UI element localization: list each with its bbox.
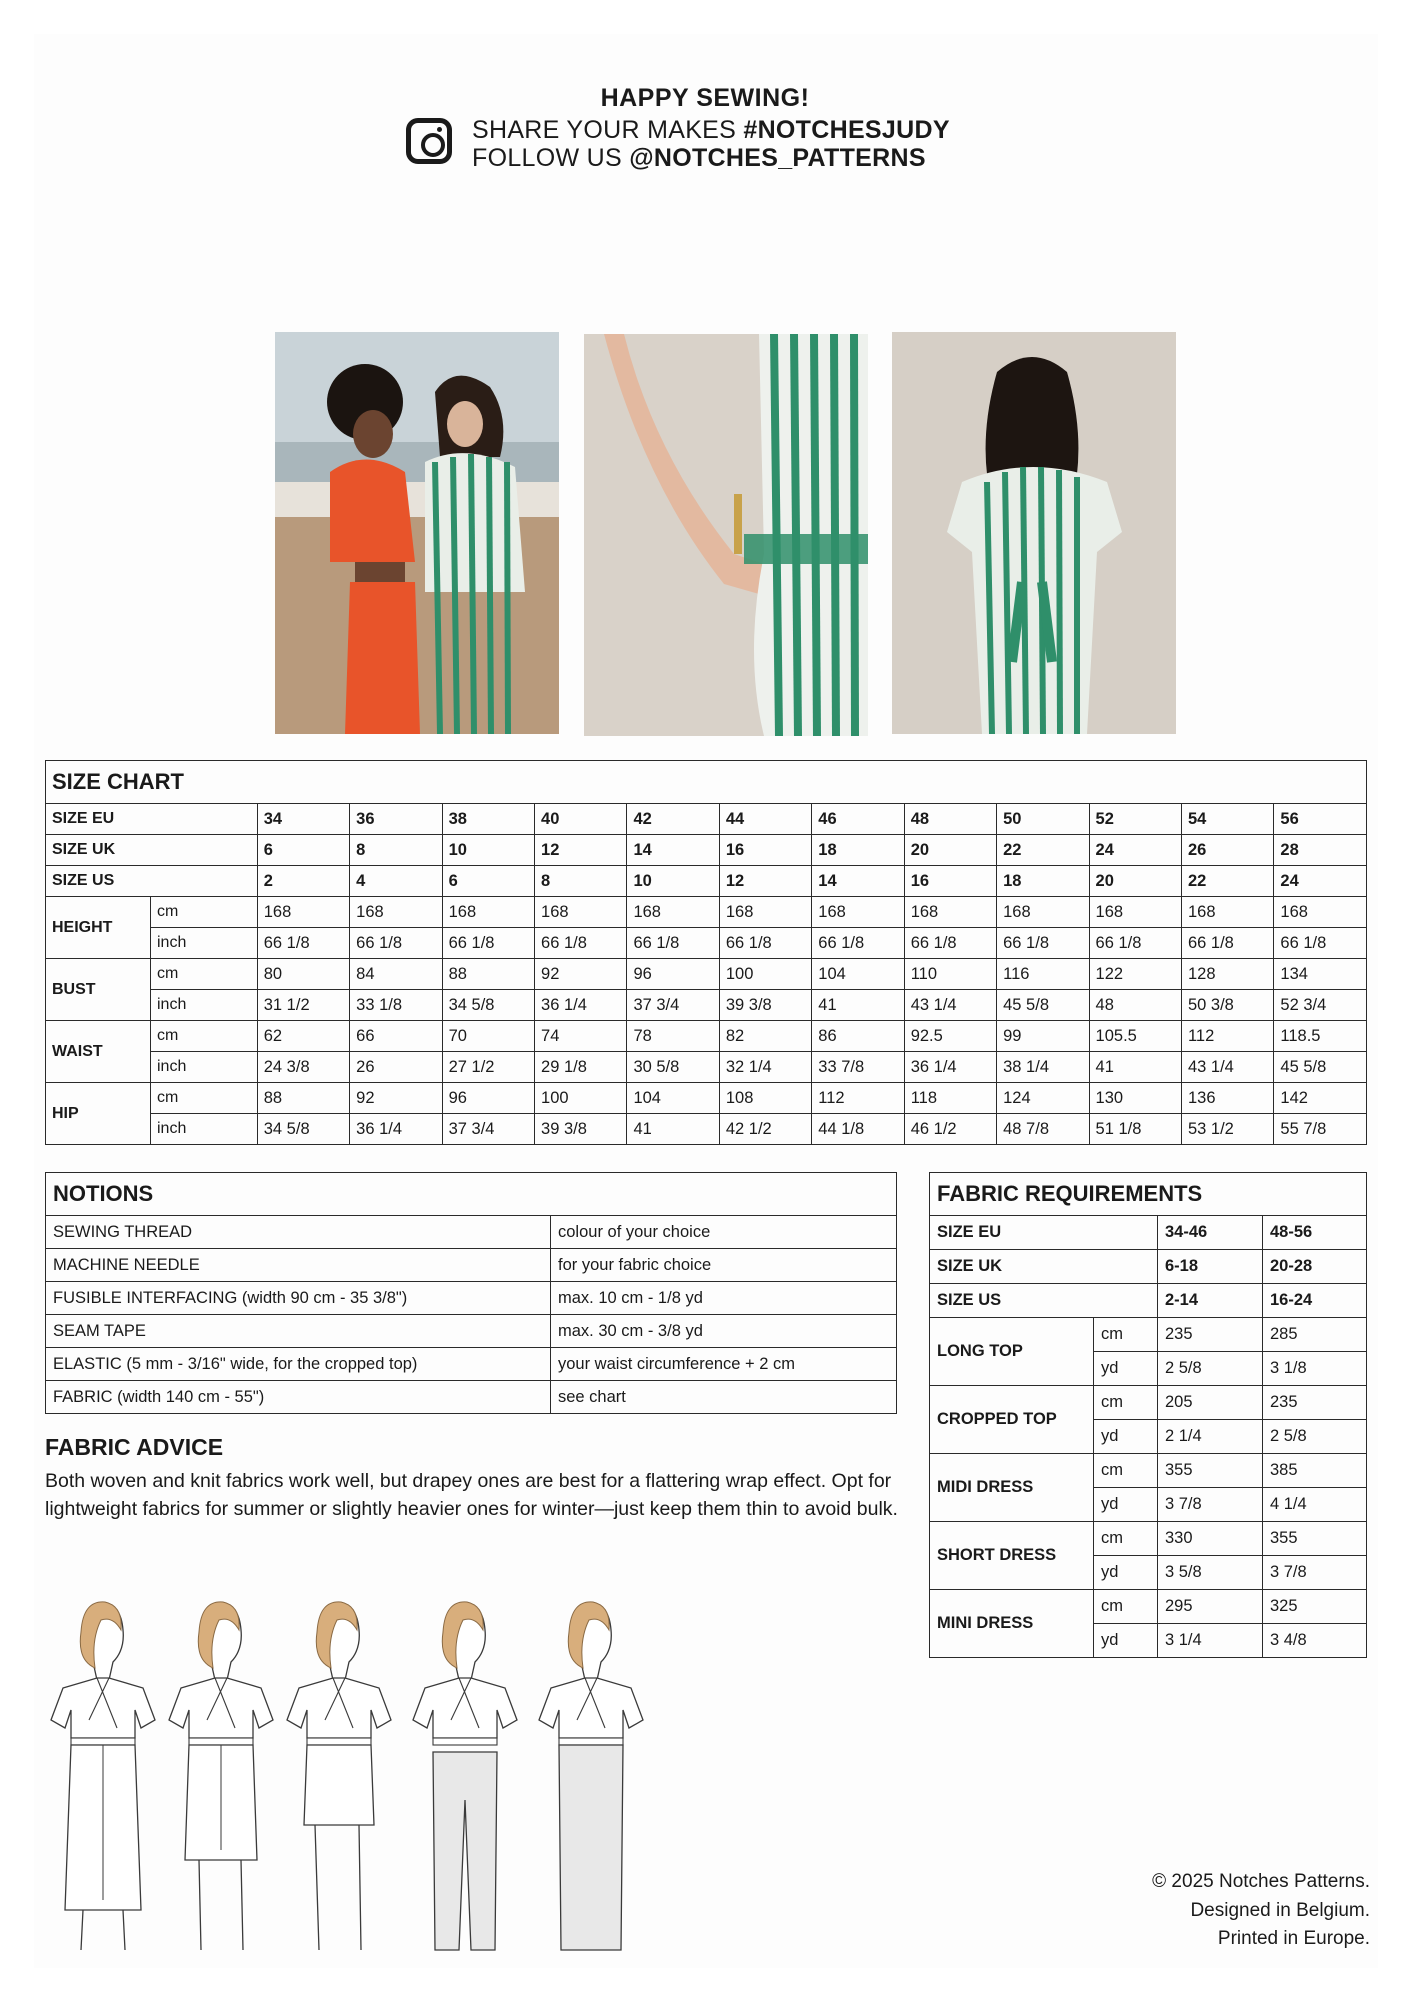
measure-inch-cell: 66 1/8	[350, 928, 442, 959]
garment-cm-b: 325	[1263, 1590, 1367, 1624]
fabric-size-range-b: 16-24	[1263, 1284, 1367, 1318]
measure-cm-cell: 168	[1089, 897, 1181, 928]
size-value-cell: 54	[1181, 804, 1273, 835]
measure-cm-cell: 112	[1181, 1021, 1273, 1052]
measure-inch-cell: 66 1/8	[812, 928, 904, 959]
measure-cm-cell: 168	[1274, 897, 1367, 928]
measure-cm-cell: 82	[719, 1021, 811, 1052]
measure-cm-cell: 92	[350, 1083, 442, 1114]
garment-row-cm	[930, 1522, 1367, 1556]
size-value-cell: 42	[627, 804, 719, 835]
size-value-cell: 22	[1181, 866, 1273, 897]
unit-cm: cm	[151, 959, 258, 990]
unit-cm: cm	[151, 897, 258, 928]
printed-in: Printed in Europe.	[1217, 1928, 1370, 1949]
size-value-cell: 48	[904, 804, 996, 835]
measure-cm-cell: 122	[1089, 959, 1181, 990]
measure-cm-cell: 70	[442, 1021, 534, 1052]
notion-value: max. 30 cm - 3/8 yd	[551, 1315, 897, 1348]
garment-yd-b: 4 1/4	[1263, 1488, 1367, 1522]
follow-line	[472, 144, 926, 173]
unit-yd: yd	[1094, 1352, 1158, 1386]
measure-inch-cell: 48 7/8	[997, 1114, 1089, 1145]
measure-inch-cell: 38 1/4	[997, 1052, 1089, 1083]
garment-cm-a: 355	[1158, 1454, 1263, 1488]
unit-cm: cm	[1094, 1522, 1158, 1556]
measure-inch-cell: 37 3/4	[442, 1114, 534, 1145]
photo-beach-models	[275, 332, 559, 734]
measure-inch-cell: 45 5/8	[997, 990, 1089, 1021]
measure-row-inch	[46, 1114, 1367, 1145]
measure-inch-cell: 66 1/8	[1089, 928, 1181, 959]
size-value-cell: 14	[627, 835, 719, 866]
measure-cm-cell: 92.5	[904, 1021, 996, 1052]
notion-item: SEAM TAPE	[46, 1315, 551, 1348]
notion-row	[46, 1249, 897, 1282]
measure-inch-cell: 66 1/8	[719, 928, 811, 959]
measure-inch-cell: 66 1/8	[904, 928, 996, 959]
fabric-advice-title: FABRIC ADVICE	[45, 1434, 224, 1460]
fabric-size-range-a: 34-46	[1158, 1216, 1263, 1250]
measure-inch-cell: 50 3/8	[1181, 990, 1273, 1021]
unit-cm: cm	[1094, 1590, 1158, 1624]
size-value-cell: 46	[812, 804, 904, 835]
measure-inch-cell: 33 1/8	[350, 990, 442, 1021]
notion-value: colour of your choice	[551, 1216, 897, 1249]
measure-inch-cell: 34 5/8	[442, 990, 534, 1021]
size-value-cell: 44	[719, 804, 811, 835]
measure-row-cm	[46, 1083, 1367, 1114]
measure-cm-cell: 118.5	[1274, 1021, 1367, 1052]
garment-cm-b: 235	[1263, 1386, 1367, 1420]
notion-value: max. 10 cm - 1/8 yd	[551, 1282, 897, 1315]
size-value-cell: 34	[257, 804, 349, 835]
measure-cm-cell: 100	[535, 1083, 627, 1114]
notion-item: SEWING THREAD	[46, 1216, 551, 1249]
measure-inch-cell: 30 5/8	[627, 1052, 719, 1083]
measure-cm-cell: 128	[1181, 959, 1273, 990]
fabric-size-label: SIZE UK	[930, 1250, 1158, 1284]
measure-label: HIP	[46, 1083, 151, 1145]
garment-yd-a: 3 7/8	[1158, 1488, 1263, 1522]
size-value-cell: 12	[535, 835, 627, 866]
measure-cm-cell: 108	[719, 1083, 811, 1114]
measure-cm-cell: 78	[627, 1021, 719, 1052]
size-value-cell: 56	[1274, 804, 1367, 835]
size-value-cell: 2	[257, 866, 349, 897]
unit-inch: inch	[151, 1114, 258, 1145]
size-value-cell: 50	[997, 804, 1089, 835]
fabric-size-range-b: 20-28	[1263, 1250, 1367, 1284]
measure-inch-cell: 29 1/8	[535, 1052, 627, 1083]
measure-inch-cell: 42 1/2	[719, 1114, 811, 1145]
garment-yd-b: 3 4/8	[1263, 1624, 1367, 1658]
figure-short-dress	[169, 1602, 273, 1950]
unit-cm: cm	[1094, 1318, 1158, 1352]
measure-cm-cell: 99	[997, 1021, 1089, 1052]
size-value-cell: 36	[350, 804, 442, 835]
notion-value: for your fabric choice	[551, 1249, 897, 1282]
measure-cm-cell: 168	[350, 897, 442, 928]
measure-cm-cell: 134	[1274, 959, 1367, 990]
unit-inch: inch	[151, 928, 258, 959]
size-value-cell: 10	[442, 835, 534, 866]
garment-row-cm	[930, 1454, 1367, 1488]
fabric-size-range-a: 2-14	[1158, 1284, 1263, 1318]
measure-cm-cell: 92	[535, 959, 627, 990]
size-value-cell: 38	[442, 804, 534, 835]
size-row-label: SIZE UK	[46, 835, 258, 866]
measure-label: HEIGHT	[46, 897, 151, 959]
measure-inch-cell: 45 5/8	[1274, 1052, 1367, 1083]
garment-yd-b: 3 1/8	[1263, 1352, 1367, 1386]
garment-row-cm	[930, 1386, 1367, 1420]
notion-item: FUSIBLE INTERFACING (width 90 cm - 35 3/8")	[46, 1282, 551, 1315]
share-prefix: SHARE YOUR MAKES	[472, 116, 744, 144]
measure-label: WAIST	[46, 1021, 151, 1083]
fabric-size-row	[930, 1284, 1367, 1318]
measure-inch-cell: 41	[1089, 1052, 1181, 1083]
figure-midi-dress	[51, 1602, 155, 1950]
instagram-icon	[406, 118, 452, 164]
measure-cm-cell: 88	[257, 1083, 349, 1114]
unit-inch: inch	[151, 990, 258, 1021]
measure-cm-cell: 168	[257, 897, 349, 928]
measure-inch-cell: 41	[627, 1114, 719, 1145]
measure-inch-cell: 26	[350, 1052, 442, 1083]
measure-cm-cell: 168	[627, 897, 719, 928]
measure-row-cm	[46, 959, 1367, 990]
notion-item: MACHINE NEEDLE	[46, 1249, 551, 1282]
size-value-cell: 8	[350, 835, 442, 866]
measure-cm-cell: 168	[719, 897, 811, 928]
fabric-requirements-title: FABRIC REQUIREMENTS	[930, 1173, 1367, 1216]
measure-cm-cell: 124	[997, 1083, 1089, 1114]
notion-row	[46, 1348, 897, 1381]
garment-label: MINI DRESS	[930, 1590, 1094, 1658]
figure-long-top-skirt	[539, 1602, 643, 1950]
garment-cm-b: 355	[1263, 1522, 1367, 1556]
unit-cm: cm	[1094, 1386, 1158, 1420]
share-line	[472, 116, 950, 145]
measure-inch-cell: 31 1/2	[257, 990, 349, 1021]
designed-in: Designed in Belgium.	[1190, 1899, 1370, 1921]
size-value-cell: 52	[1089, 804, 1181, 835]
measure-cm-cell: 80	[257, 959, 349, 990]
size-chart-title: SIZE CHART	[46, 761, 1367, 804]
size-value-cell: 18	[997, 866, 1089, 897]
size-value-cell: 26	[1181, 835, 1273, 866]
size-value-cell: 40	[535, 804, 627, 835]
notions-title: NOTIONS	[46, 1173, 897, 1216]
fabric-size-row	[930, 1216, 1367, 1250]
size-value-cell: 6	[257, 835, 349, 866]
measure-inch-cell: 43 1/4	[904, 990, 996, 1021]
measure-row-cm	[46, 1021, 1367, 1052]
size-value-cell: 8	[535, 866, 627, 897]
measure-inch-cell: 66 1/8	[535, 928, 627, 959]
measure-cm-cell: 96	[442, 1083, 534, 1114]
garment-row-cm	[930, 1590, 1367, 1624]
measure-cm-cell: 66	[350, 1021, 442, 1052]
measure-cm-cell: 168	[1181, 897, 1273, 928]
size-value-cell: 14	[812, 866, 904, 897]
measure-inch-cell: 66 1/8	[257, 928, 349, 959]
measure-inch-cell: 27 1/2	[442, 1052, 534, 1083]
garment-figures	[45, 1600, 665, 1960]
measure-inch-cell: 66 1/8	[442, 928, 534, 959]
measure-row-inch	[46, 1052, 1367, 1083]
instagram-handle: @NOTCHES_PATTERNS	[629, 144, 926, 172]
measure-row-inch	[46, 928, 1367, 959]
garment-label: MIDI DRESS	[930, 1454, 1094, 1522]
measure-cm-cell: 105.5	[1089, 1021, 1181, 1052]
unit-yd: yd	[1094, 1624, 1158, 1658]
copyright: © 2025 Notches Patterns.	[1152, 1871, 1370, 1892]
notions-table	[45, 1172, 897, 1414]
garment-cm-b: 285	[1263, 1318, 1367, 1352]
size-value-cell: 4	[350, 866, 442, 897]
garment-yd-b: 2 5/8	[1263, 1420, 1367, 1454]
measure-cm-cell: 62	[257, 1021, 349, 1052]
garment-yd-a: 3 5/8	[1158, 1556, 1263, 1590]
measure-inch-cell: 66 1/8	[997, 928, 1089, 959]
notion-row	[46, 1282, 897, 1315]
measure-cm-cell: 168	[535, 897, 627, 928]
fabric-advice-text: Both woven and knit fabrics work well, but drapey ones are best for a flattering wrap effect. Opt for lightweight fabrics for summer or slightly heavier ones for winter—just keep them thin to avoid bulk.	[45, 1470, 898, 1520]
measure-inch-cell: 55 7/8	[1274, 1114, 1367, 1145]
measure-inch-cell: 44 1/8	[812, 1114, 904, 1145]
figure-mini-dress	[287, 1602, 391, 1950]
measure-cm-cell: 168	[442, 897, 534, 928]
photo-pocket-detail	[584, 334, 868, 736]
measure-cm-cell: 116	[997, 959, 1089, 990]
header	[0, 84, 1410, 113]
measure-cm-cell: 104	[627, 1083, 719, 1114]
measure-cm-cell: 86	[812, 1021, 904, 1052]
figure-cropped-top-trousers	[413, 1602, 517, 1950]
measure-inch-cell: 39 3/8	[719, 990, 811, 1021]
measure-cm-cell: 84	[350, 959, 442, 990]
measure-cm-cell: 130	[1089, 1083, 1181, 1114]
measure-inch-cell: 36 1/4	[350, 1114, 442, 1145]
measure-cm-cell: 96	[627, 959, 719, 990]
unit-cm: cm	[151, 1083, 258, 1114]
measure-cm-cell: 100	[719, 959, 811, 990]
measure-cm-cell: 104	[812, 959, 904, 990]
size-value-cell: 16	[719, 835, 811, 866]
garment-label: CROPPED TOP	[930, 1386, 1094, 1454]
measure-inch-cell: 33 7/8	[812, 1052, 904, 1083]
size-row-label: SIZE US	[46, 866, 258, 897]
fabric-size-range-a: 6-18	[1158, 1250, 1263, 1284]
measure-inch-cell: 52 3/4	[1274, 990, 1367, 1021]
measure-inch-cell: 39 3/8	[535, 1114, 627, 1145]
fabric-advice	[45, 1434, 905, 1523]
fabric-size-range-b: 48-56	[1263, 1216, 1367, 1250]
measure-inch-cell: 51 1/8	[1089, 1114, 1181, 1145]
size-value-cell: 10	[627, 866, 719, 897]
measure-cm-cell: 88	[442, 959, 534, 990]
measure-inch-cell: 66 1/8	[1274, 928, 1367, 959]
garment-row-cm	[930, 1318, 1367, 1352]
size-value-cell: 16	[904, 866, 996, 897]
size-row	[46, 804, 1367, 835]
measure-row-cm	[46, 897, 1367, 928]
garment-yd-a: 2 5/8	[1158, 1352, 1263, 1386]
measure-cm-cell: 142	[1274, 1083, 1367, 1114]
measure-inch-cell: 53 1/2	[1181, 1114, 1273, 1145]
size-value-cell: 28	[1274, 835, 1367, 866]
measure-inch-cell: 24 3/8	[257, 1052, 349, 1083]
photo-back-view	[892, 332, 1176, 734]
footer	[1152, 1868, 1370, 1954]
garment-yd-a: 2 1/4	[1158, 1420, 1263, 1454]
measure-cm-cell: 110	[904, 959, 996, 990]
notion-item: FABRIC (width 140 cm - 55")	[46, 1381, 551, 1414]
measure-inch-cell: 46 1/2	[904, 1114, 996, 1145]
size-value-cell: 20	[904, 835, 996, 866]
fabric-size-label: SIZE US	[930, 1284, 1158, 1318]
fabric-size-label: SIZE EU	[930, 1216, 1158, 1250]
garment-label: SHORT DRESS	[930, 1522, 1094, 1590]
size-row	[46, 835, 1367, 866]
measure-cm-cell: 118	[904, 1083, 996, 1114]
size-value-cell: 18	[812, 835, 904, 866]
size-row-label: SIZE EU	[46, 804, 258, 835]
garment-cm-a: 295	[1158, 1590, 1263, 1624]
garment-yd-a: 3 1/4	[1158, 1624, 1263, 1658]
size-chart-table	[45, 760, 1367, 1145]
notion-row	[46, 1381, 897, 1414]
measure-cm-cell: 112	[812, 1083, 904, 1114]
size-value-cell: 12	[719, 866, 811, 897]
measure-inch-cell: 34 5/8	[257, 1114, 349, 1145]
notion-value: see chart	[551, 1381, 897, 1414]
garment-cm-a: 330	[1158, 1522, 1263, 1556]
measure-inch-cell: 36 1/4	[904, 1052, 996, 1083]
measure-inch-cell: 66 1/8	[627, 928, 719, 959]
measure-inch-cell: 66 1/8	[1181, 928, 1273, 959]
garment-cm-b: 385	[1263, 1454, 1367, 1488]
measure-inch-cell: 48	[1089, 990, 1181, 1021]
hashtag: #NOTCHESJUDY	[743, 116, 950, 144]
unit-cm: cm	[151, 1021, 258, 1052]
measure-inch-cell: 37 3/4	[627, 990, 719, 1021]
unit-yd: yd	[1094, 1420, 1158, 1454]
size-value-cell: 24	[1089, 835, 1181, 866]
happy-sewing-heading: HAPPY SEWING!	[600, 84, 810, 112]
measure-cm-cell: 168	[904, 897, 996, 928]
notion-value: your waist circumference + 2 cm	[551, 1348, 897, 1381]
unit-cm: cm	[1094, 1454, 1158, 1488]
follow-prefix: FOLLOW US	[472, 144, 630, 172]
size-value-cell: 20	[1089, 866, 1181, 897]
unit-yd: yd	[1094, 1488, 1158, 1522]
fabric-size-row	[930, 1250, 1367, 1284]
measure-inch-cell: 32 1/4	[719, 1052, 811, 1083]
notion-item: ELASTIC (5 mm - 3/16" wide, for the cropped top)	[46, 1348, 551, 1381]
size-value-cell: 22	[997, 835, 1089, 866]
measure-row-inch	[46, 990, 1367, 1021]
measure-inch-cell: 43 1/4	[1181, 1052, 1273, 1083]
measure-inch-cell: 41	[812, 990, 904, 1021]
measure-cm-cell: 74	[535, 1021, 627, 1052]
notion-row	[46, 1315, 897, 1348]
garment-label: LONG TOP	[930, 1318, 1094, 1386]
garment-cm-a: 235	[1158, 1318, 1263, 1352]
notion-row	[46, 1216, 897, 1249]
measure-cm-cell: 168	[812, 897, 904, 928]
size-row	[46, 866, 1367, 897]
measure-cm-cell: 168	[997, 897, 1089, 928]
measure-inch-cell: 36 1/4	[535, 990, 627, 1021]
unit-yd: yd	[1094, 1556, 1158, 1590]
measure-label: BUST	[46, 959, 151, 1021]
measure-cm-cell: 136	[1181, 1083, 1273, 1114]
size-value-cell: 6	[442, 866, 534, 897]
unit-inch: inch	[151, 1052, 258, 1083]
fabric-requirements-table	[929, 1172, 1367, 1658]
garment-cm-a: 205	[1158, 1386, 1263, 1420]
size-value-cell: 24	[1274, 866, 1367, 897]
garment-yd-b: 3 7/8	[1263, 1556, 1367, 1590]
